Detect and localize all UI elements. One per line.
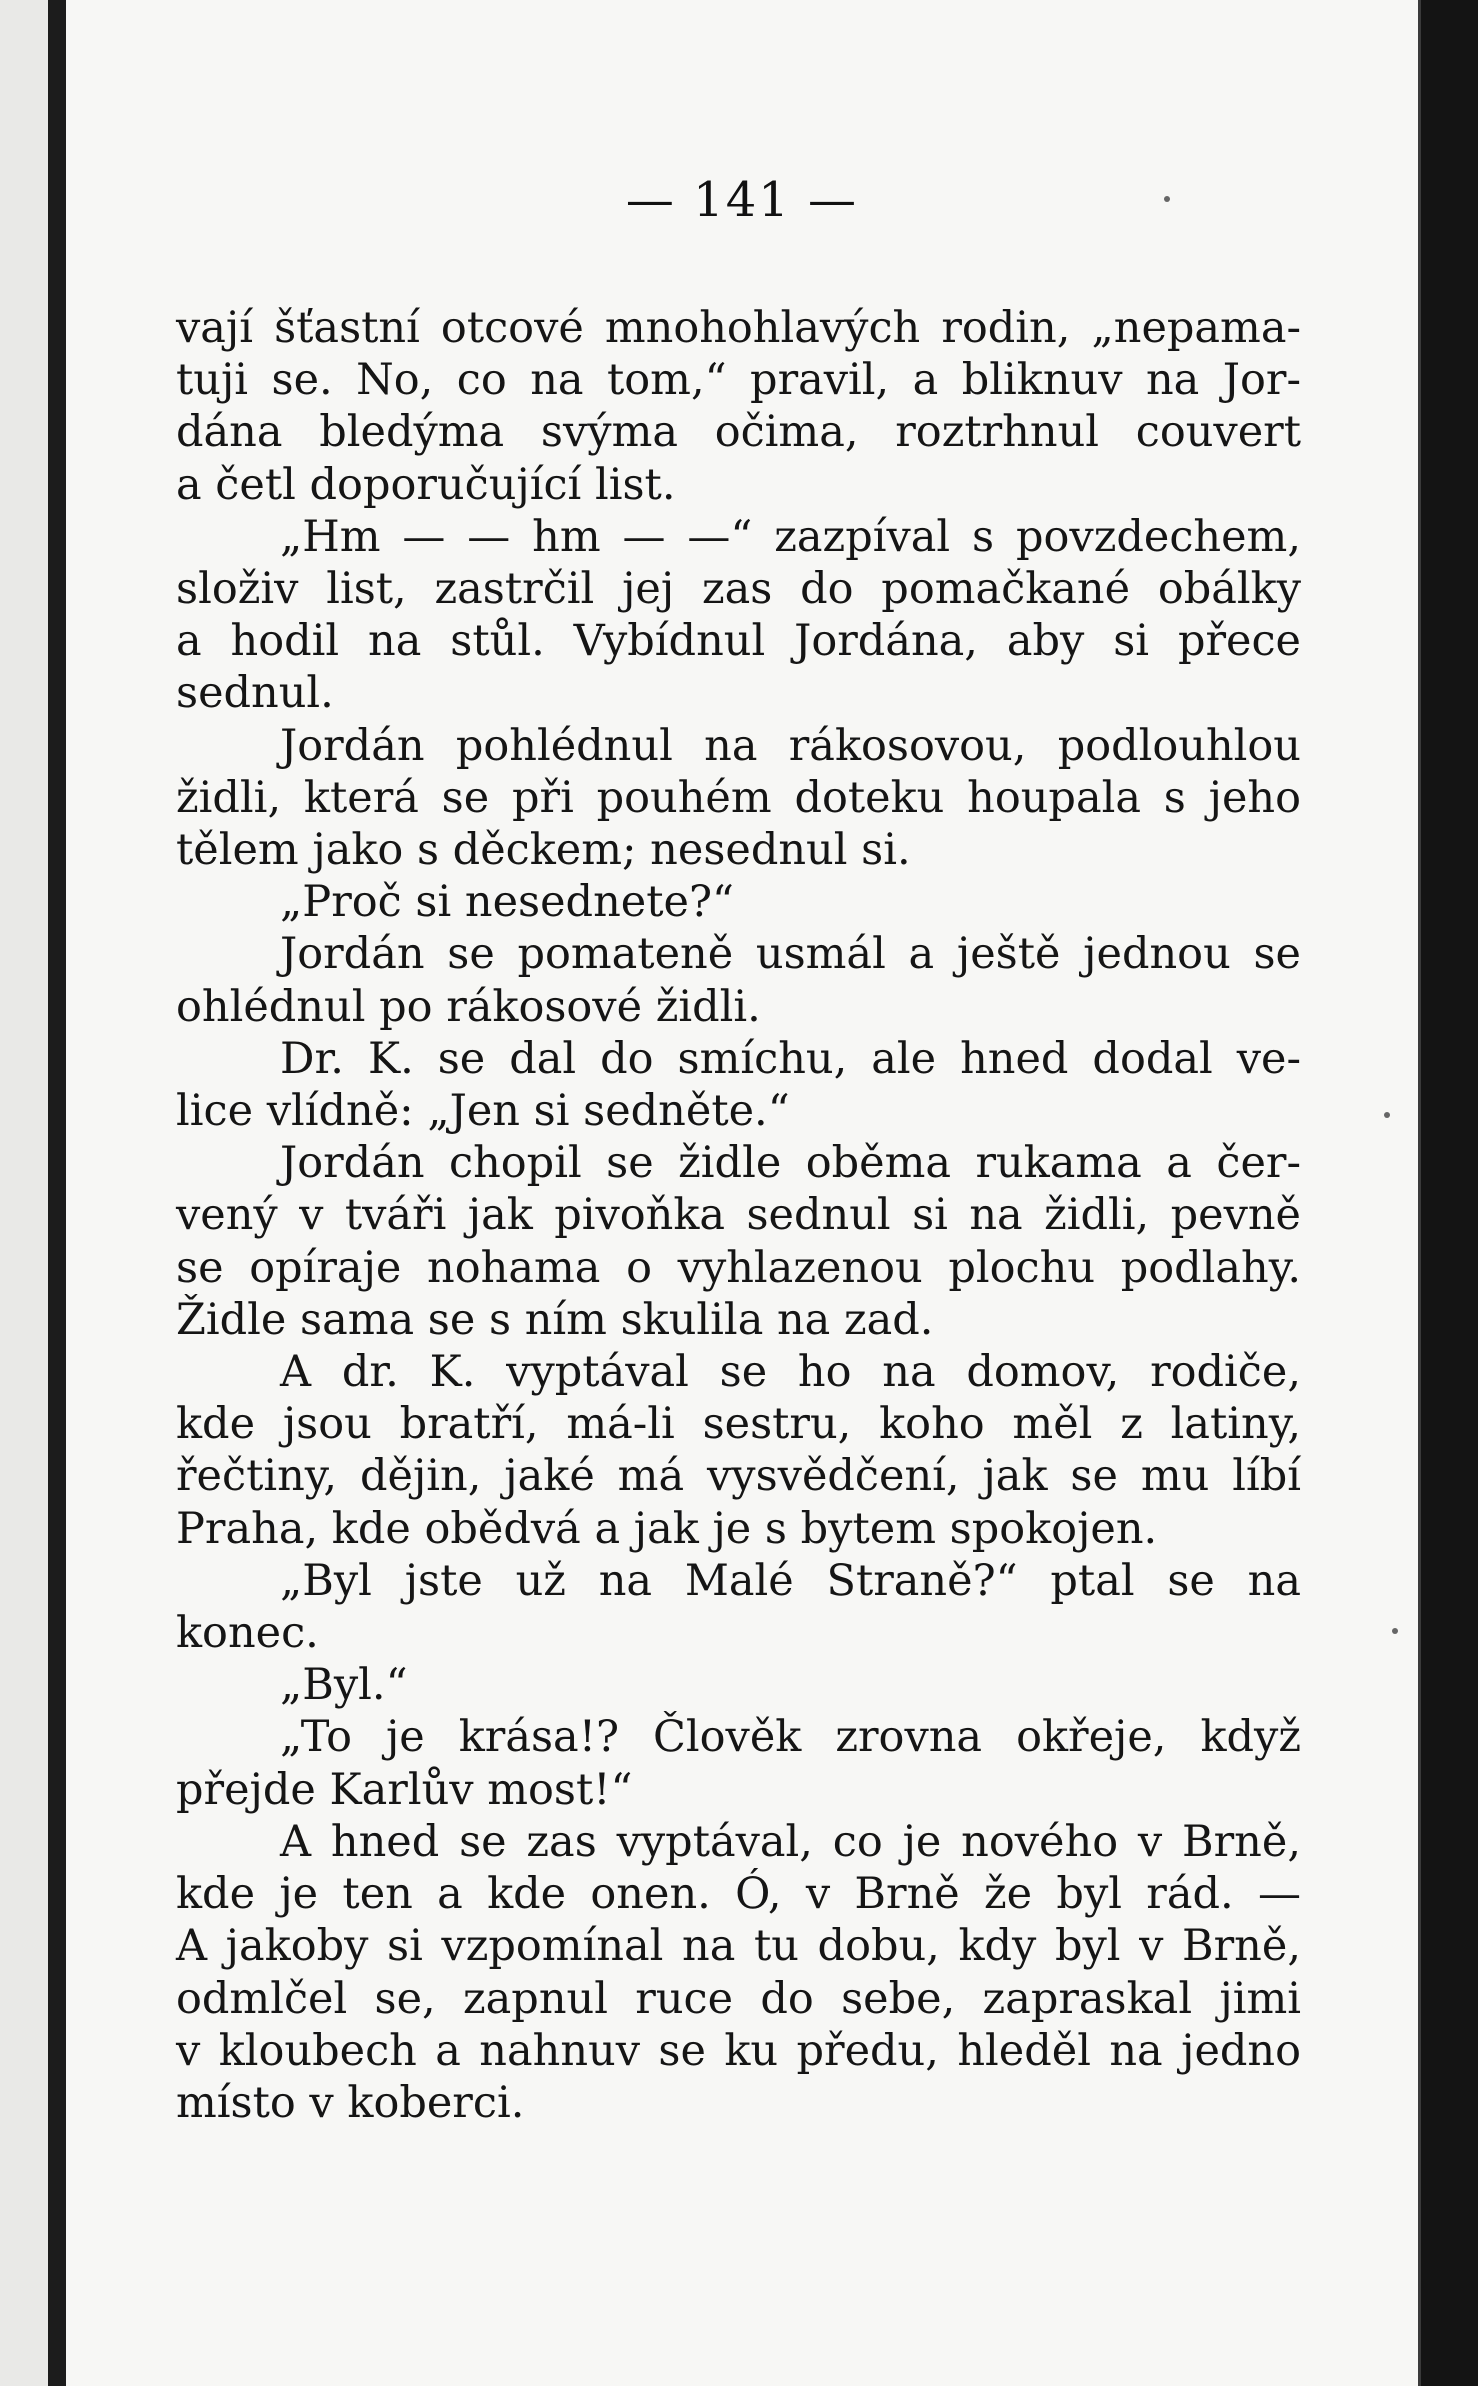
body-text — [176, 302, 1301, 2129]
text-line: vají šťastní otcové mnohohlavých rodin, „nepama- — [176, 303, 1301, 353]
text-line: kde jsou bratří, má-li sestru, koho měl z latiny, — [176, 1399, 1301, 1450]
text-line: Jordán chopil se židle oběma rukama a čer- — [280, 1138, 1301, 1189]
text-line: „To je krása!? Člověk zrovna okřeje, když — [280, 1712, 1301, 1763]
text-line: „Byl.“ — [280, 1660, 408, 1711]
text-line: tělem jako s děckem; nesednul si. — [176, 825, 911, 876]
text-line: Praha, kde obědvá a jak je s bytem spokojen. — [176, 1503, 1158, 1554]
text-line: sednul. — [176, 668, 334, 719]
text-line: Židle sama se s ním skulila na zad. — [176, 1294, 934, 1345]
text-line: ohlédnul po rákosové židli. — [176, 981, 761, 1032]
text-line: místo v koberci. — [176, 2077, 525, 2128]
text-line: „Proč si nesednete?“ — [280, 877, 734, 928]
text-line: odmlčel se, zapnul ruce do sebe, zapraskal jimi — [176, 1973, 1301, 2024]
paper-speck — [1384, 1112, 1390, 1118]
book-gutter — [48, 0, 66, 2386]
text-line: konec. — [176, 1608, 319, 1659]
text-line: Jordán se pomateně usmál a ještě jednou se — [280, 929, 1301, 980]
book-page — [66, 0, 1421, 2386]
paper-speck — [1164, 196, 1170, 202]
text-line: tuji se. No, co na tom,“ pravil, a bliknuv na Jor- — [176, 355, 1301, 406]
paper-speck — [1392, 1628, 1398, 1634]
text-line: řečtiny, dějin, jaké má vysvědčení, jak se mu líbí — [176, 1451, 1301, 1502]
text-line: a četl doporučující list. — [176, 459, 676, 510]
text-line: lice vlídně: „Jen si sedněte.“ — [176, 1086, 790, 1137]
text-line: A jakoby si vzpomínal na tu dobu, kdy byl v Brně, — [176, 1921, 1301, 1972]
text-line: se opíraje nohama o vyhlazenou plochu podlahy. — [176, 1242, 1301, 1293]
text-line: složiv list, zastrčil jej zas do pomačkané obálky — [176, 564, 1301, 615]
text-line: židli, která se při pouhém doteku houpala s jeho — [176, 772, 1301, 823]
text-line: A dr. K. vyptával se ho na domov, rodiče, — [280, 1347, 1301, 1398]
text-line: Dr. K. se dal do smíchu, ale hned dodal ve- — [280, 1033, 1301, 1084]
text-line: „Byl jste už na Malé Straně?“ ptal se na — [280, 1555, 1301, 1606]
page-number: — 141 — — [625, 172, 859, 228]
text-line: Jordán pohlédnul na rákosovou, podlouhlou — [280, 720, 1301, 771]
text-line: dána bledýma svýma očima, roztrhnul couvert — [176, 407, 1301, 458]
text-line: a hodil na stůl. Vybídnul Jordána, aby si přece — [176, 616, 1301, 667]
text-line: přejde Karlův most!“ — [176, 1764, 633, 1815]
text-line: kde je ten a kde onen. Ó, v Brně že byl rád. — — [176, 1869, 1301, 1920]
text-line: „Hm — — hm — —“ zazpíval s povzdechem, — [280, 511, 1301, 562]
left-page-edge — [0, 0, 48, 2386]
text-line: A hned se zas vyptával, co je nového v Brně, — [280, 1816, 1301, 1867]
text-line: v kloubech a nahnuv se ku předu, hleděl na jedno — [176, 2025, 1301, 2076]
text-line: vený v tváři jak pivoňka sednul si na židli, pevně — [176, 1190, 1301, 1241]
